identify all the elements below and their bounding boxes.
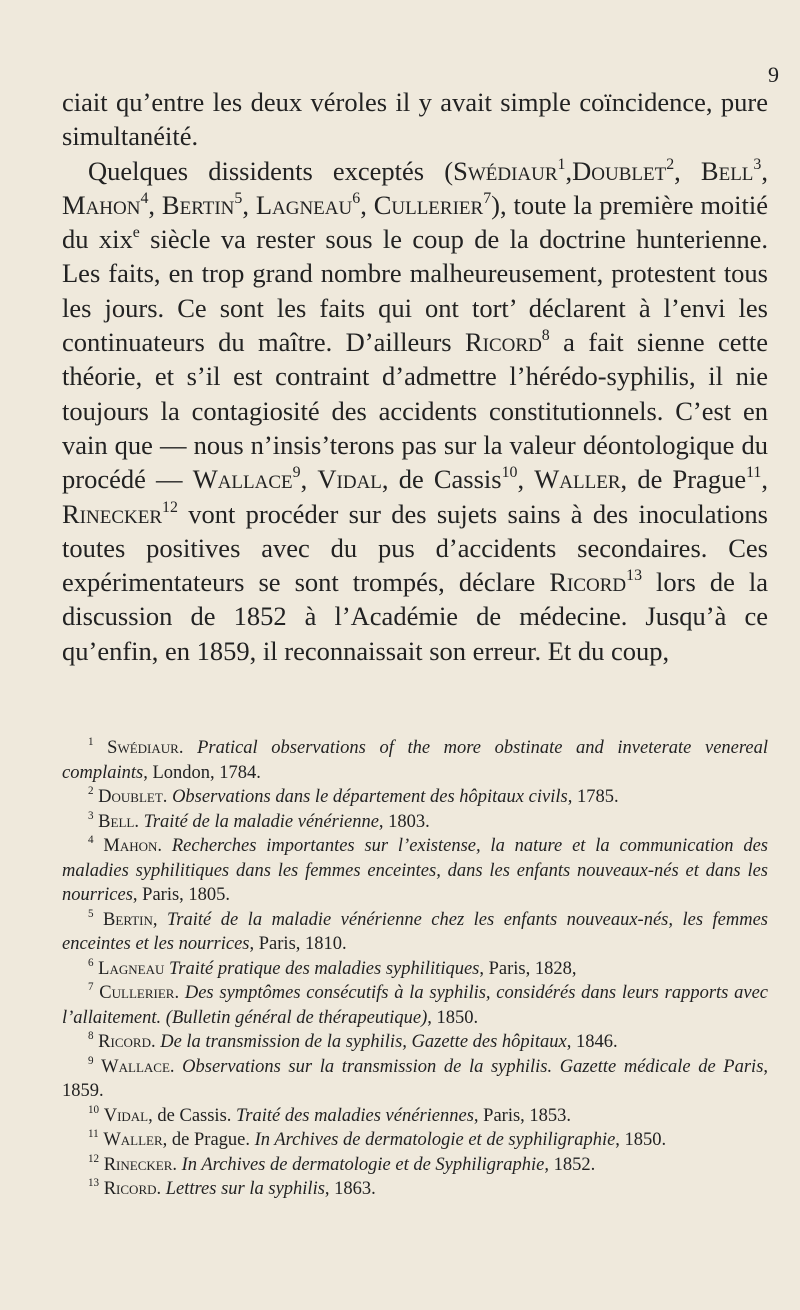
footnote-6: $^6$ Lagneau Traité pratique des maladies syphilitiques, Paris, 1828, (88, 956, 577, 979)
footnote-author: Swédiaur. (107, 738, 184, 758)
footnote-3: $^3$ Bell. Traité de la maladie vénérienne, 1803. (88, 809, 430, 832)
footnote-number: 13 (88, 1177, 100, 1190)
footnote-9: $^9$ Wallace. Observations sur la transmission de la syphilis. Gazette médicale de Paris, 1859. (62, 1054, 769, 1101)
ref-6: 6 (352, 189, 361, 207)
footnote-5: $^5$ Bertin, Traité de la maladie vénérienne chez les enfants nouveaux-nés, les femmes enceintes et les nourrices, Paris, 1810. (62, 907, 769, 954)
author-mahon: Mahon (62, 189, 141, 220)
footnote-author: Ricord. (103, 1179, 162, 1199)
footnotes (62, 736, 768, 1202)
author-lagneau: Lagneau (255, 189, 353, 220)
footnote-title: De la transmission de la syphilis, Gazette des hôpitaux (160, 1032, 567, 1052)
footnote-number: 4 (88, 834, 94, 847)
footnote-title: Observations sur la transmission de la syphilis. Gazette médicale de Paris (182, 1056, 764, 1077)
footnote-author: Bertin, (103, 909, 158, 930)
footnote-title: Lettres sur la syphilis (165, 1179, 325, 1199)
footnote-author: Cullerier. (99, 983, 180, 1003)
footnote-number: 9 (88, 1054, 94, 1067)
footnote-8: $^8$ Ricord. De la transmission de la syphilis, Gazette des hôpitaux, 1846. (88, 1030, 618, 1052)
footnote-author: Mahon. (103, 836, 163, 856)
ref-8: 8 (541, 326, 550, 344)
footnote-1: $^1$ Swédiaur. Pratical observations of the more obstinate and inveterate venereal complaints, London, 1784. (62, 736, 768, 783)
ref-2: 2 (666, 155, 675, 173)
ref-7: 7 (483, 189, 492, 207)
footnote-author: Ricord. (98, 1032, 156, 1052)
ref-9: 9 (292, 464, 301, 482)
footnote-title: In Archives de dermatologie et de Syphiligraphie (181, 1154, 545, 1175)
ref-4: 4 (140, 189, 149, 207)
footnote-7: $^7$ Cullerier. Des symptômes consécutifs à la syphilis, considérés dans leurs rapports avec l’allaitement. (Bulletin général de thérapeutique), 1850. (62, 981, 768, 1028)
author-swediaur: Swédiaur (453, 155, 558, 186)
footnote-number: 7 (88, 981, 94, 994)
ref-11: 11 (746, 464, 762, 482)
footnote-number: 3 (88, 809, 94, 822)
footnote-2: $^2$ Doublet. Observations dans le département des hôpitaux civils, 1785. (88, 785, 619, 807)
page-number: 9 (768, 62, 779, 87)
footnote-number: 11 (88, 1128, 99, 1141)
footnote-title: In Archives de dermatologie et de syphiligraphie (254, 1130, 616, 1150)
footnote-title: Traité des maladies vénériennes (236, 1105, 474, 1126)
paragraph-2: Quelques dissidents exceptés (Swédiaur$^1$,Doublet$^2$, Bell$^3$, Mahon$^4$, Bertin$^5$, Lagneau$^6$, Cullerier$^7$), toute la première moitié du xix$^e$ siècle va rester sous le coup de la doctrine hunterienne. Les faits, en trop grand nombre malheureusement, protestent tous les jours. Ce sont les faits qui ont tort’ déclarent à l’envi les continuateurs du maître. D’ailleurs Ricord$^8$ a fait sienne cette théorie, et s’il est contraint d’admettre l’hérédo-syphilis, il nie toujours la contagiosité des accidents constitutionnels. C’est en vain que — nous n’insis’terons pas sur la valeur déontologique du procédé — Wallace$^9$, Vidal, de Cassis$^{10}$, Waller, de Prague$^{11}$, Rinecker$^{12}$ vont procéder sur des sujets sains à des inoculations toutes positives avec du pus d’accidents secondaires. Ces expérimentateurs se sont trompés, déclare Ricord$^{13}$ lors de la discussion de 1852 à l’Académie de médecine. Jusqu’à ce qu’enfin, en 1859, il reconnaissait son erreur. Et du coup, (62, 155, 769, 666)
footnote-author: Wallace. (101, 1056, 175, 1077)
footnote-author: Bell. (98, 811, 139, 832)
footnote-number: 12 (88, 1152, 100, 1165)
paragraph-1: ciait qu’entre les deux véroles il y avait simple coïncidence, pure simultanéité. (62, 87, 768, 152)
footnote-12: $^{12}$ Rinecker. In Archives de dermatologie et de Syphiligraphie, 1852. (88, 1152, 596, 1175)
author-rinecker: Rinecker (62, 498, 163, 529)
footnote-number: 8 (88, 1030, 94, 1043)
main-text (62, 85, 768, 668)
author-vidal: Vidal (317, 464, 382, 495)
footnote-title: Observations dans le département des hôpitaux civils (172, 787, 568, 807)
footnote-4: $^4$ Mahon. Recherches importantes sur l’existense, la nature et la communication des maladies syphilitiques dans les femmes enceintes, dans les enfants nouveaux-nés et dans les nourrices, Paris, 1805. (62, 834, 769, 905)
footnote-title: Traité de la maladie vénérienne (143, 811, 379, 832)
author-waller: Waller (534, 464, 621, 495)
ref-5: 5 (234, 189, 243, 207)
footnote-rule (64, 728, 204, 729)
footnote-10: $^{10}$ Vidal, de Cassis. Traité des maladies vénériennes, Paris, 1853. (88, 1103, 572, 1126)
footnote-author: Vidal, (103, 1105, 153, 1126)
footnote-author: Lagneau (98, 958, 165, 979)
footnote-number: 1 (88, 736, 94, 749)
footnote-title: Des symptômes consécutifs à la syphilis, considérés dans leurs rapports avec l’allaitement. (Bulletin général de thérapeutique) (62, 983, 768, 1028)
author-cullerier: Cullerier (373, 189, 484, 220)
footnote-title: Traité pratique des maladies syphilitiques (168, 958, 480, 979)
ref-12: 12 (162, 498, 178, 516)
footnote-author: Doublet. (98, 787, 168, 807)
footnote-title: Recherches importantes sur l’existense, la nature et la communication des maladies syphilitiques dans les femmes enceintes, dans les enfants nouveaux-nés et dans les nourrices (62, 836, 769, 905)
footnote-number: 10 (88, 1103, 100, 1116)
footnote-author: Waller, (103, 1130, 168, 1150)
author-bertin: Bertin (161, 189, 235, 220)
ref-10: 10 (501, 464, 518, 482)
footnote-13: $^{13}$ Ricord. Lettres sur la syphilis, 1863. (88, 1177, 376, 1199)
author-bell: Bell (700, 155, 754, 186)
author-ricord: Ricord (465, 327, 542, 358)
ref-1: 1 (557, 155, 566, 173)
author-ricord-2: Ricord (549, 567, 627, 598)
footnote-number: 5 (88, 907, 94, 920)
author-doublet: Doublet (572, 155, 667, 186)
footnote-title: Traité de la maladie vénérienne chez les enfants nouveaux-nés, les femmes enceintes et les nourrices (62, 909, 769, 954)
author-wallace: Wallace (192, 464, 293, 495)
footnote-author: Rinecker. (103, 1154, 178, 1175)
ref-3: 3 (753, 155, 762, 173)
footnote-11: $^{11}$ Waller, de Prague. In Archives de dermatologie et de syphiligraphie, 1850. (88, 1128, 667, 1150)
ref-13: 13 (626, 567, 643, 585)
footnote-title: Pratical observations of the more obstinate and inveterate venereal complaints (62, 738, 768, 783)
footnote-number: 6 (88, 956, 94, 969)
footnote-number: 2 (88, 785, 94, 798)
